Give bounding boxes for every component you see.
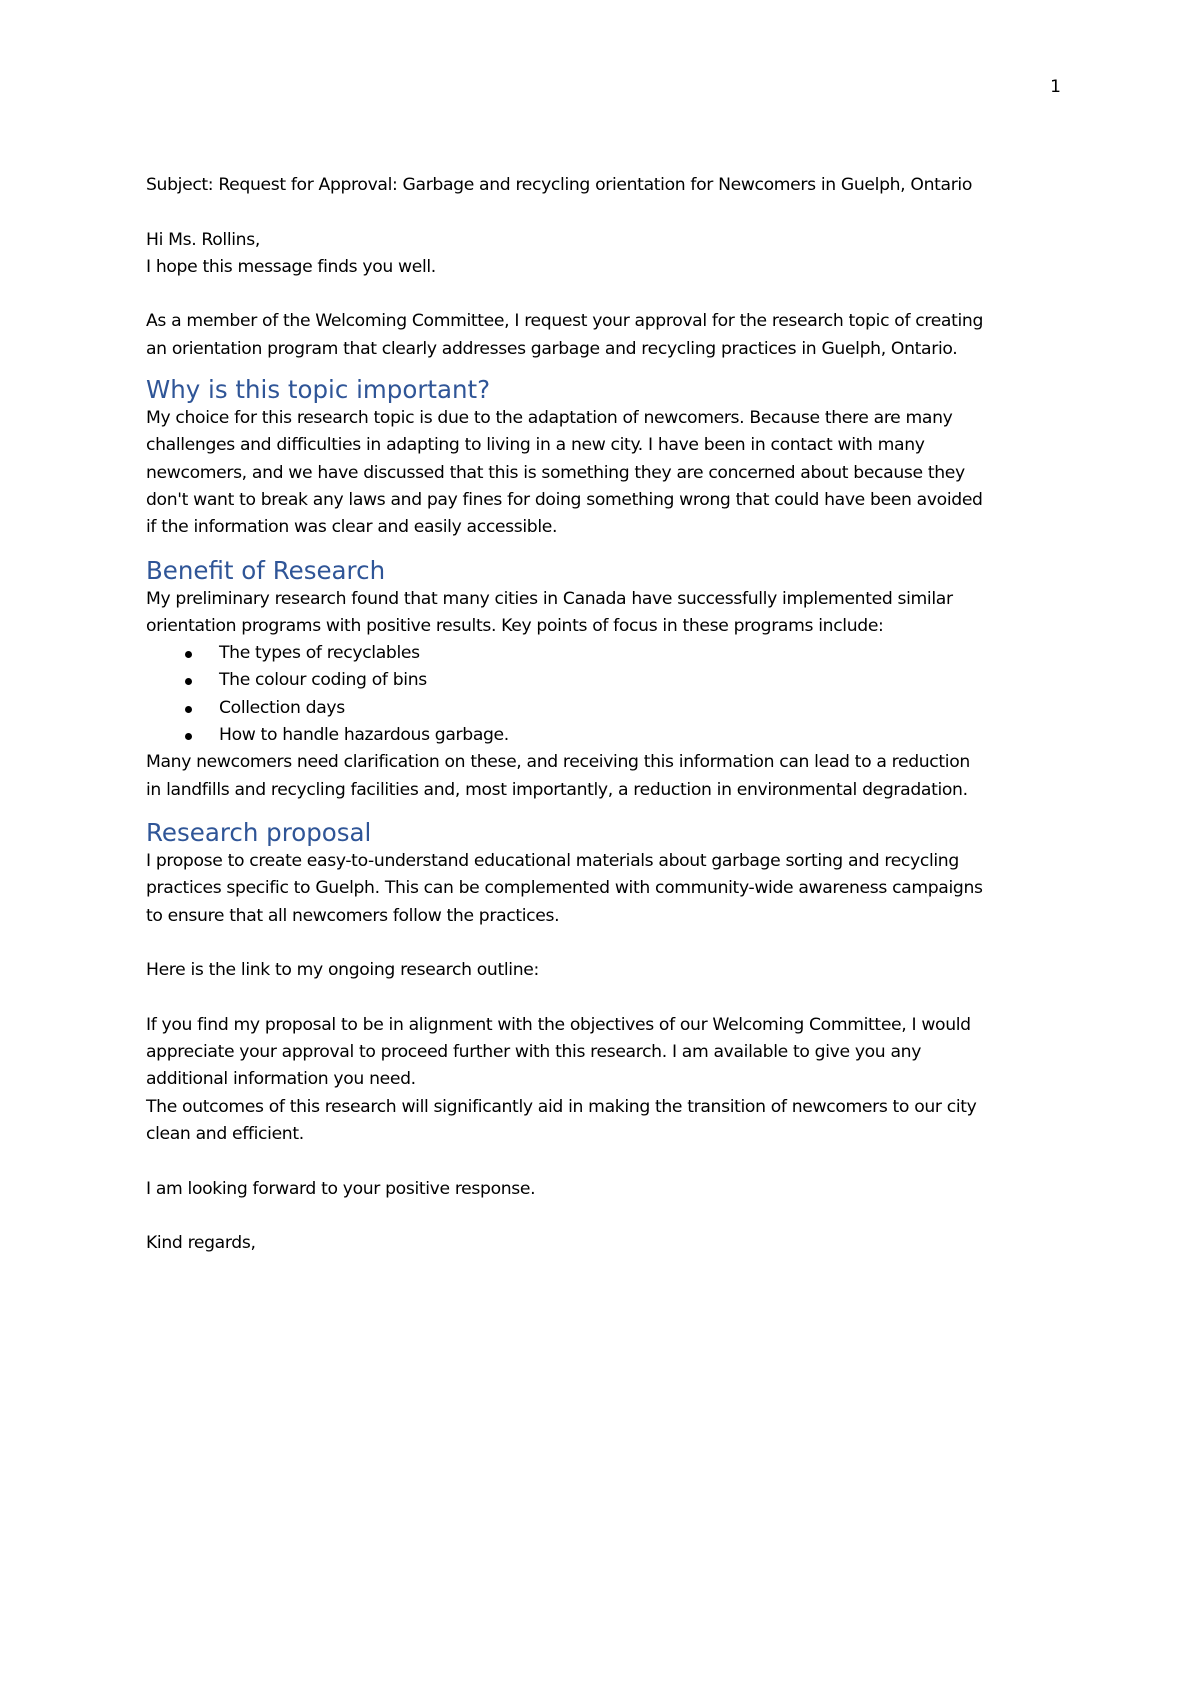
bullet-icon [185, 733, 192, 740]
salutation: Hi Ms. Rollins, [146, 229, 260, 250]
spacer [146, 984, 1066, 1011]
list-item [146, 640, 1066, 667]
spacer [146, 1148, 1066, 1175]
paragraph-line: challenges and difficulties in adapting to living in a new city. I have been in contact with many [146, 435, 925, 456]
paragraph-line: I propose to create easy-to-understand educational materials about garbage sorting and recycling [146, 850, 959, 871]
heading-research-proposal: Research proposal [146, 817, 372, 847]
proposal-paragraph [146, 848, 1066, 930]
looking-forward-line: I am looking forward to your positive response. [146, 1178, 536, 1199]
benefit-paragraph [146, 586, 1066, 641]
paragraph-line: practices specific to Guelph. This can be complemented with community-wide awareness campaigns [146, 878, 983, 899]
bullet-icon [185, 706, 192, 713]
paragraph-line: As a member of the Welcoming Committee, I request your approval for the research topic of creating [146, 311, 984, 332]
paragraph-line: My preliminary research found that many cities in Canada have successfully implemented similar [146, 588, 953, 609]
paragraph-line: The outcomes of this research will significantly aid in making the transition of newcomers to our city [146, 1096, 977, 1117]
list-item [146, 722, 1066, 749]
spacer [146, 281, 1066, 308]
list-item [146, 667, 1066, 694]
heading-benefit: Benefit of Research [146, 555, 386, 585]
spacer [146, 930, 1066, 957]
importance-paragraph [146, 405, 1066, 541]
paragraph-line: Many newcomers need clarification on these, and receiving this information can lead to a reduction [146, 752, 970, 773]
bullet-icon [185, 678, 192, 685]
approval-paragraph [146, 1012, 1066, 1094]
paragraph-line: orientation programs with positive results. Key points of focus in these programs include: [146, 615, 884, 636]
research-link-line: Here is the link to my ongoing research outline: [146, 960, 539, 981]
paragraph-line: an orientation program that clearly addresses garbage and recycling practices in Guelph, Ontario. [146, 338, 958, 359]
intro-paragraph [146, 308, 1066, 363]
paragraph-line: If you find my proposal to be in alignment with the objectives of our Welcoming Committee, I would [146, 1014, 971, 1035]
paragraph-line: to ensure that all newcomers follow the practices. [146, 905, 560, 926]
list-item-text: The types of recyclables [219, 643, 420, 664]
paragraph-line: if the information was clear and easily accessible. [146, 517, 558, 538]
paragraph-line: clean and efficient. [146, 1123, 304, 1144]
signoff: Kind regards, [146, 1233, 256, 1254]
list-item-text: The colour coding of bins [219, 670, 427, 691]
list-item-text: How to handle hazardous garbage. [219, 725, 509, 746]
letter-body [146, 172, 1066, 1257]
outcome-paragraph [146, 1094, 1066, 1149]
benefit-followup-paragraph [146, 749, 1066, 804]
paragraph-line: additional information you need. [146, 1069, 416, 1090]
paragraph-line: in landfills and recycling facilities and, most importantly, a reduction in environmental degradation. [146, 779, 968, 800]
opening-line: I hope this message finds you well. [146, 256, 436, 277]
subject-line: Subject: Request for Approval: Garbage and recycling orientation for Newcomers in Guelph, Ontario [146, 175, 973, 195]
benefit-bullet-list [146, 640, 1066, 749]
list-item [146, 695, 1066, 722]
page-number: 1 [1050, 77, 1061, 97]
paragraph-line: newcomers, and we have discussed that this is something they are concerned about because they [146, 462, 965, 483]
list-item-text: Collection days [219, 697, 345, 718]
paragraph-line: My choice for this research topic is due to the adaptation of newcomers. Because there are many [146, 408, 953, 429]
paragraph-line: don't want to break any laws and pay fines for doing something wrong that could have been avoided [146, 489, 983, 510]
spacer [146, 199, 1066, 226]
paragraph-line: appreciate your approval to proceed further with this research. I am available to give you any [146, 1042, 922, 1063]
bullet-icon [185, 651, 192, 658]
heading-why-important: Why is this topic important? [146, 375, 491, 405]
spacer [146, 1203, 1066, 1230]
